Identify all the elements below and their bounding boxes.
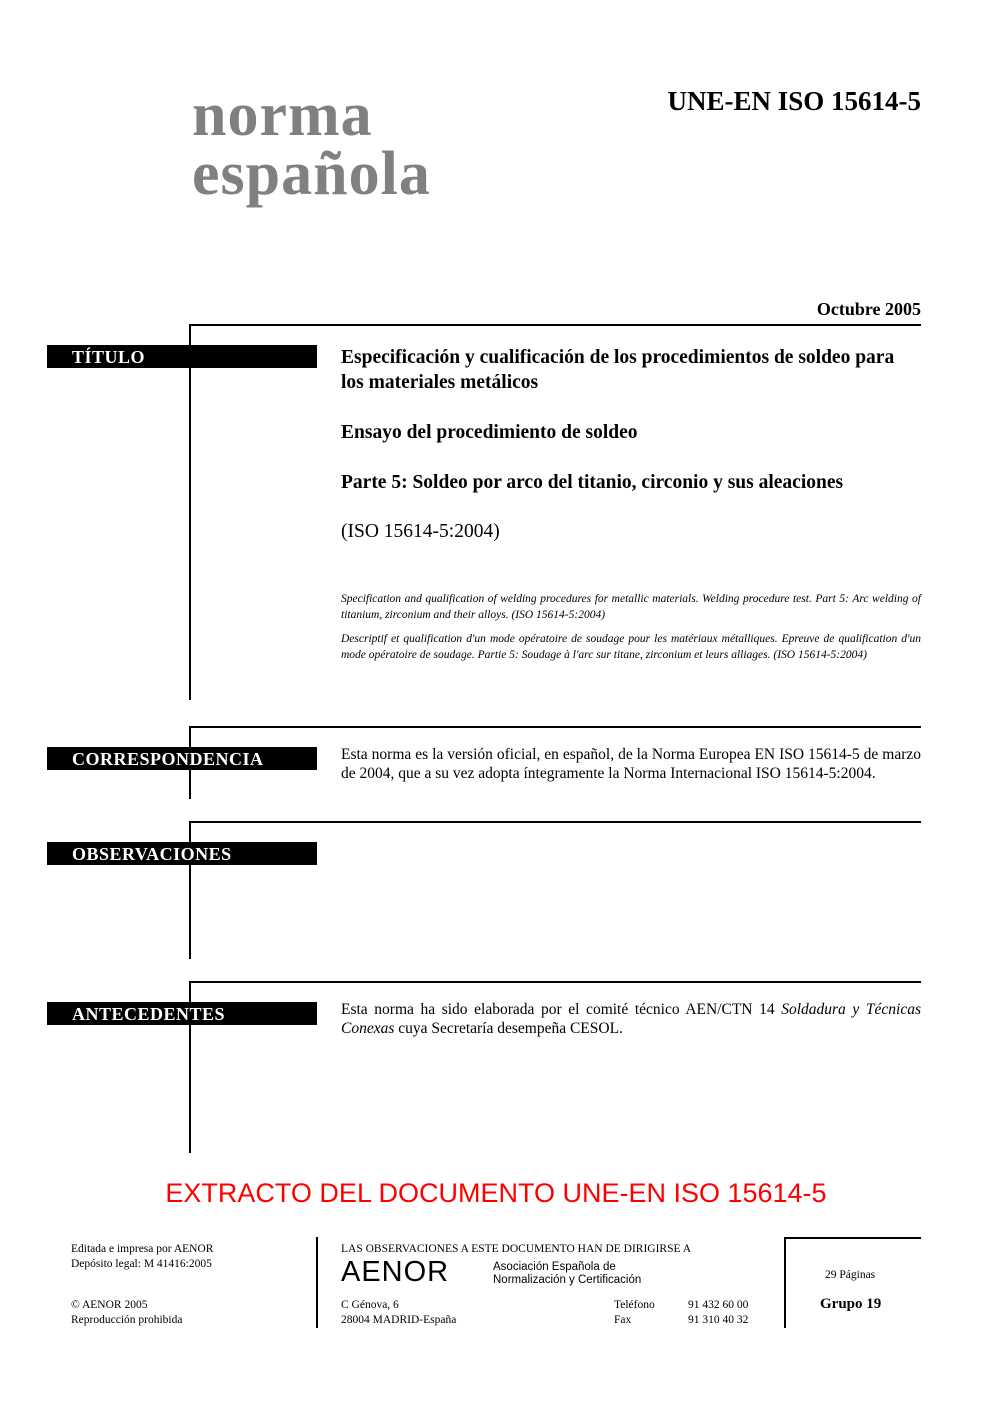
footer-box-top bbox=[784, 1237, 921, 1239]
title-main: Especificación y cualificación de los procedimientos de soldeo para los materiales metálicos bbox=[341, 347, 895, 393]
footer-pages: 29 Páginas bbox=[825, 1269, 876, 1281]
aenor-logo: AENOR bbox=[341, 1256, 450, 1288]
title-iso-ref: (ISO 15614-5:2004) bbox=[341, 521, 500, 542]
divider-titulo bbox=[189, 324, 921, 326]
aenor-assoc-line1: Asociación Española de bbox=[493, 1261, 616, 1273]
brand-norma: norma bbox=[192, 81, 373, 149]
footer-fax-label: Fax bbox=[614, 1314, 632, 1326]
divider-antecedentes bbox=[189, 981, 921, 983]
footer-reproduction: Reproducción prohibida bbox=[71, 1314, 183, 1326]
title-french: Descriptif et qualification d'un mode opératoire de soudage pour les matériaux métalliques. Epreuve de qualification d'un mode opératoire de soudage. Partie 5: Soudage à l'arc sur titane, zirconium et leurs alliages. (ISO 15614-5:2004) bbox=[341, 633, 921, 661]
antecedentes-committee-name: Soldadura y Técnicas Conexas bbox=[341, 1001, 921, 1037]
title-subtitle: Ensayo del procedimiento de soldeo bbox=[341, 422, 638, 443]
extract-banner: EXTRACTO DEL DOCUMENTO UNE-EN ISO 15614-5 bbox=[165, 1178, 827, 1208]
aenor-assoc-line2: Normalización y Certificación bbox=[493, 1274, 642, 1286]
label-antecedentes: ANTECEDENTES bbox=[47, 1002, 317, 1025]
footer-divider-left bbox=[316, 1237, 318, 1328]
footer-address2: 28004 MADRID-España bbox=[341, 1314, 457, 1326]
label-titulo: TÍTULO bbox=[47, 345, 317, 368]
footer-deposit: Depósito legal: M 41416:2005 bbox=[71, 1258, 212, 1270]
footer-phone: 91 432 60 00 bbox=[688, 1299, 749, 1311]
footer-fax: 91 310 40 32 bbox=[688, 1314, 749, 1326]
correspondencia-text: Esta norma es la versión oficial, en español, de la Norma Europea EN ISO 15614-5 de marzo de 2004, que a su vez adopta íntegramente la Norma Internacional ISO 15614-5:2004. bbox=[341, 746, 921, 782]
antecedentes-text bbox=[341, 1000, 921, 1038]
footer-observations-note: LAS OBSERVACIONES A ESTE DOCUMENTO HAN DE DIRIGIRSE A bbox=[341, 1243, 692, 1255]
brand-espanola: española bbox=[192, 140, 431, 208]
antecedentes-text-part1: Esta norma ha sido elaborada por el comité técnico AEN/CTN 14 bbox=[341, 1001, 782, 1018]
divider-correspondencia bbox=[189, 726, 921, 728]
footer-phone-label: Teléfono bbox=[614, 1299, 655, 1311]
footer-copyright: © AENOR 2005 bbox=[71, 1299, 148, 1311]
footer-address1: C Génova, 6 bbox=[341, 1299, 399, 1311]
publication-date: Octubre 2005 bbox=[816, 299, 921, 319]
titulo-content bbox=[341, 345, 921, 663]
label-observaciones: OBSERVACIONES bbox=[47, 842, 317, 865]
vertical-rule-titulo bbox=[189, 324, 191, 700]
footer-edited: Editada e impresa por AENOR bbox=[71, 1243, 214, 1255]
footer-group: Grupo 19 bbox=[820, 1296, 882, 1312]
title-english: Specification and qualification of welding procedures for metallic materials. Welding procedure test. Part 5: Arc welding of titanium, zirconium and their alloys. (ISO 15614-5:2004) bbox=[341, 593, 921, 621]
antecedentes-text-part2: cuya Secretaría desempeña CESOL. bbox=[394, 1020, 623, 1037]
label-correspondencia: CORRESPONDENCIA bbox=[47, 747, 317, 770]
divider-observaciones bbox=[189, 821, 921, 823]
footer-box-left bbox=[784, 1237, 786, 1328]
standard-code: UNE-EN ISO 15614-5 bbox=[667, 86, 921, 116]
title-part: Parte 5: Soldeo por arco del titanio, circonio y sus aleaciones bbox=[341, 472, 844, 493]
